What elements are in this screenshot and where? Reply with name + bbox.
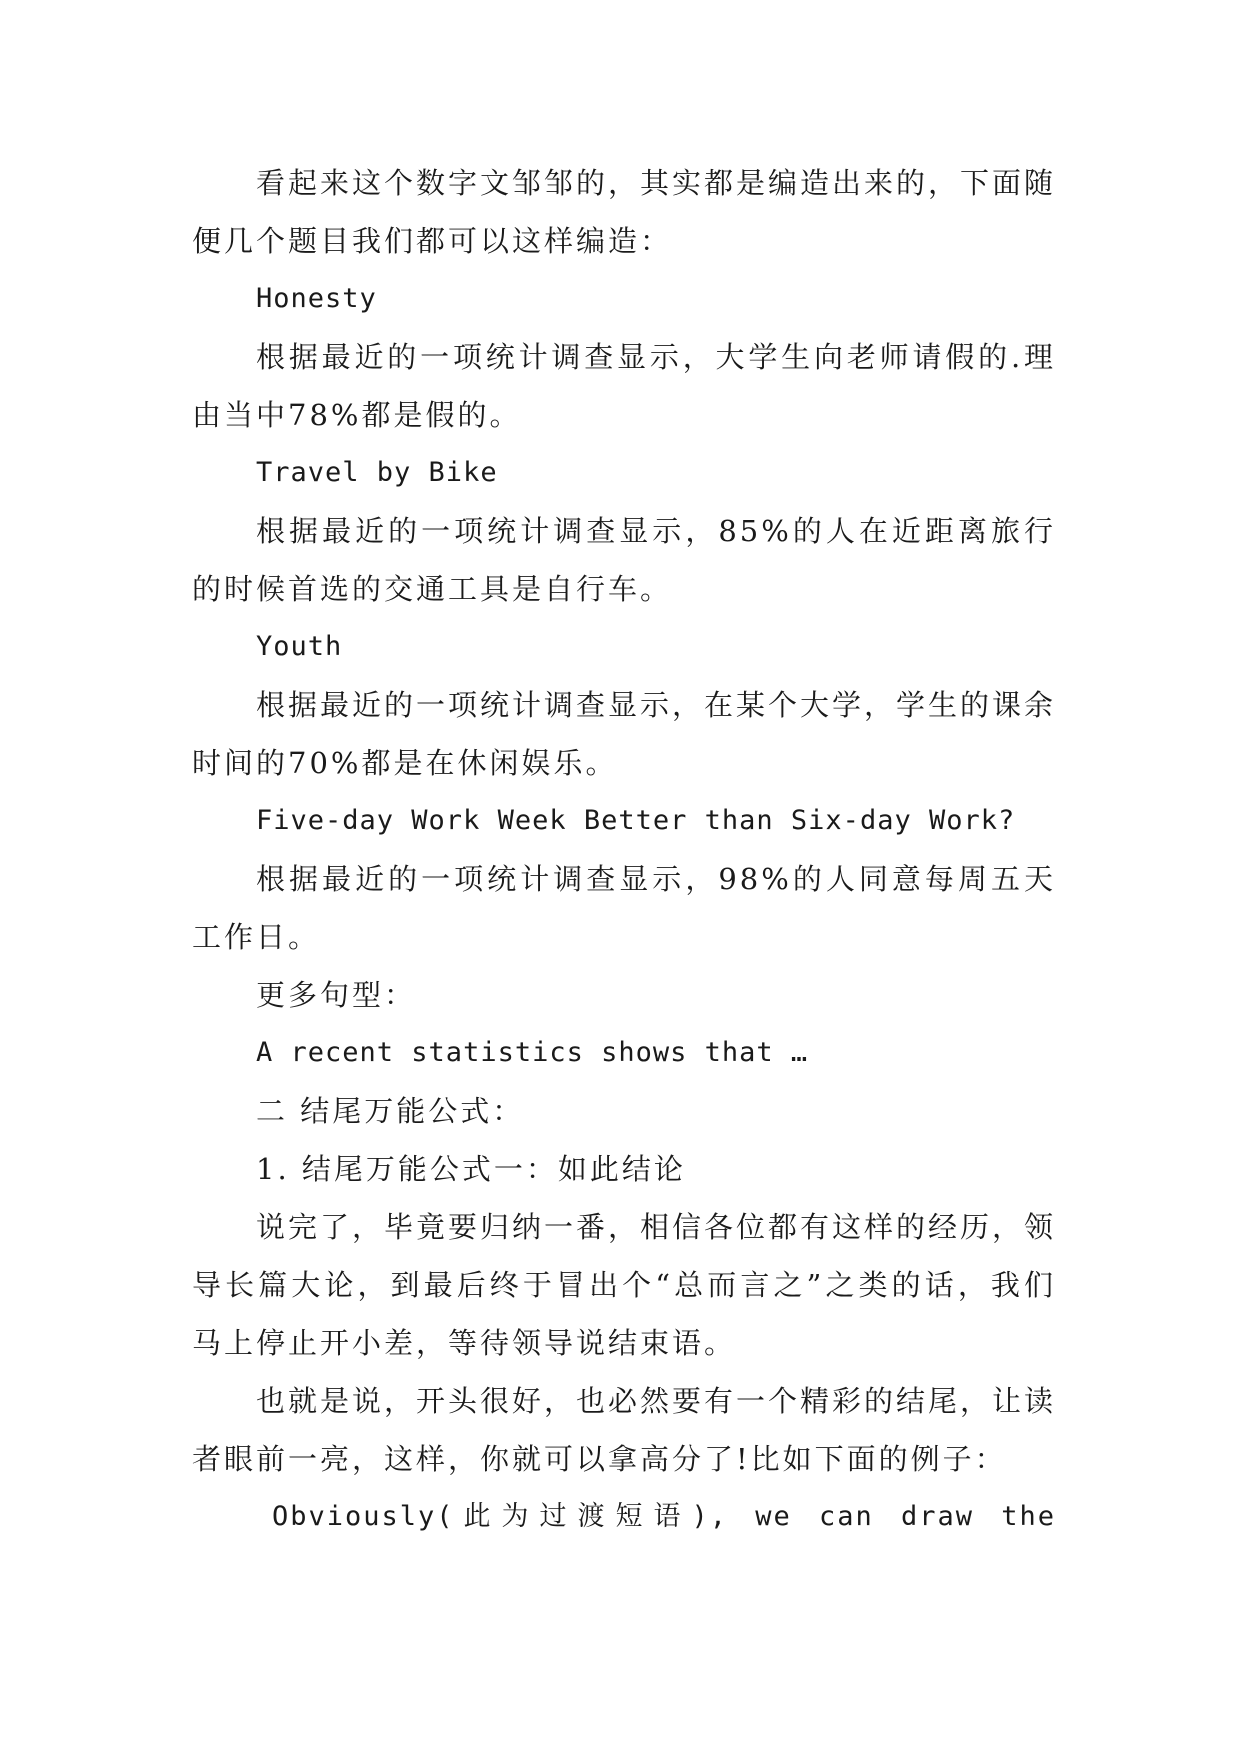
heading-five-day-work-week: Five-day Work Week Better than Six-day Work? <box>256 805 1016 836</box>
heading-travel-by-bike: Travel by Bike <box>256 457 498 488</box>
label-more-sentence-patterns: 更多句型： <box>256 978 417 1012</box>
heading-honesty: Honesty <box>256 283 377 314</box>
section-heading-ending-formulas: 二 结尾万能公式： <box>256 1094 525 1128</box>
paragraph-honesty: 根据最近的一项统计调查显示，大学生向老师请假的.理由当中78%都是假的。 <box>192 340 1056 432</box>
paragraph-five-day-work-week: 根据最近的一项统计调查显示，98%的人同意每周五天工作日。 <box>192 862 1056 954</box>
paragraph-example-start: Obviously(此为过渡短语), we can draw the <box>272 1501 1056 1532</box>
heading-youth: Youth <box>256 631 343 662</box>
paragraph-youth: 根据最近的一项统计调查显示，在某个大学，学生的课余时间的70%都是在休闲娱乐。 <box>192 688 1057 780</box>
document-page <box>192 154 1056 1546</box>
paragraph-intro: 看起来这个数字文邹邹的，其实都是编造出来的，下面随便几个题目我们都可以这样编造： <box>192 166 1057 258</box>
paragraph-conclusion-explanation: 说完了，毕竟要归纳一番，相信各位都有这样的经历，领导长篇大论，到最后终于冒出个“总而言之”之类的话，我们马上停止开小差，等待领导说结束语。 <box>192 1210 1057 1360</box>
subsection-heading-formula-one: 1. 结尾万能公式一：如此结论 <box>256 1152 686 1186</box>
paragraph-good-ending: 也就是说，开头很好，也必然要有一个精彩的结尾，让读者眼前一亮，这样，你就可以拿高分了!比如下面的例子： <box>192 1384 1057 1476</box>
paragraph-travel-by-bike: 根据最近的一项统计调查显示，85%的人在近距离旅行的时候首选的交通工具是自行车。 <box>192 514 1056 606</box>
sentence-pattern-example: A recent statistics shows that … <box>256 1037 809 1068</box>
